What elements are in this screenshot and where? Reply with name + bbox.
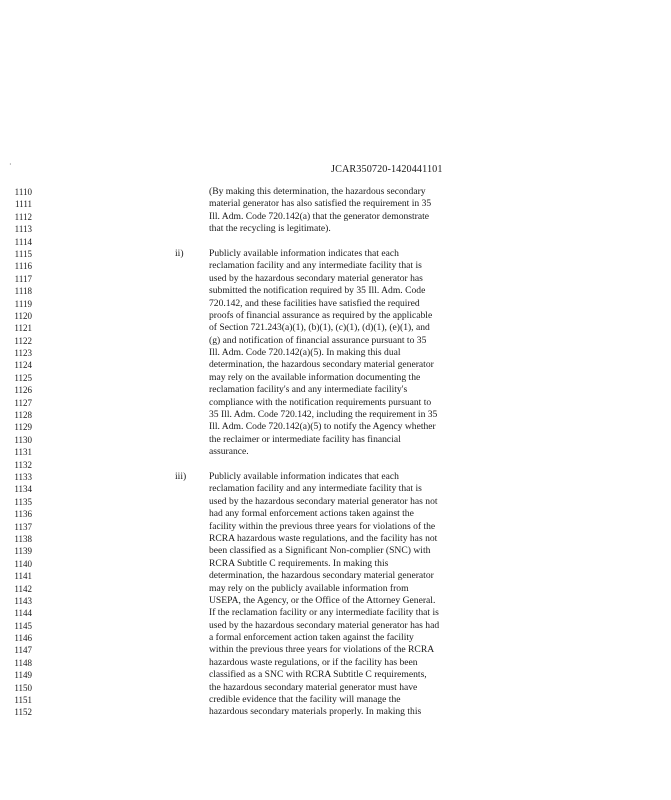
text-line bbox=[0, 694, 671, 706]
line-number: 1141 bbox=[14, 571, 32, 582]
document-header-code: JCAR350720-1420441101 bbox=[331, 164, 443, 175]
text-line bbox=[0, 669, 671, 681]
line-number: 1143 bbox=[14, 595, 32, 606]
line-text: facility within the previous three years for violations of the bbox=[209, 520, 436, 532]
line-text: of Section 721.243(a)(1), (b)(1), (c)(1), (d)(1), (e)(1), and bbox=[209, 322, 430, 334]
line-text: determination, the hazardous secondary material generator bbox=[209, 570, 434, 582]
line-text: may rely on the available information documenting the bbox=[209, 371, 421, 383]
line-number: 1126 bbox=[14, 385, 32, 396]
text-line bbox=[0, 644, 671, 656]
text-line bbox=[0, 471, 671, 483]
line-number: 1148 bbox=[14, 657, 32, 668]
text-line bbox=[0, 570, 671, 582]
text-line bbox=[0, 322, 671, 334]
text-line bbox=[0, 186, 671, 198]
line-number: 1150 bbox=[14, 682, 32, 693]
text-line bbox=[0, 545, 671, 557]
line-text: Publicly available information indicates that each bbox=[209, 470, 399, 482]
line-text: a formal enforcement action taken against the facility bbox=[209, 632, 414, 644]
numbered-text-body bbox=[0, 186, 671, 719]
line-text: assurance. bbox=[209, 446, 249, 458]
line-number: 1123 bbox=[14, 348, 32, 359]
line-text: the reclaimer or intermediate facility has financial bbox=[209, 433, 401, 445]
text-line bbox=[0, 620, 671, 632]
line-text: used by the hazardous secondary material generator has not bbox=[209, 495, 438, 507]
line-text: (g) and notification of financial assurance pursuant to 35 bbox=[209, 334, 427, 346]
line-number: 1112 bbox=[14, 211, 32, 222]
line-number: 1144 bbox=[14, 608, 32, 619]
line-number: 1140 bbox=[14, 558, 32, 569]
line-number: 1119 bbox=[14, 298, 32, 309]
line-text: that the recycling is legitimate). bbox=[209, 223, 331, 235]
text-line bbox=[0, 397, 671, 409]
text-line bbox=[0, 248, 671, 260]
text-line bbox=[0, 285, 671, 297]
line-number: 1132 bbox=[14, 459, 32, 470]
line-text: proofs of financial assurance as required by the applicable bbox=[209, 309, 433, 321]
line-number: 1116 bbox=[14, 261, 32, 272]
text-line bbox=[0, 533, 671, 545]
line-text: hazardous waste regulations, or if the facility has been bbox=[209, 656, 418, 668]
line-text: used by the hazardous secondary material generator has bbox=[209, 272, 423, 284]
line-text: had any formal enforcement actions taken against the bbox=[209, 508, 414, 520]
line-number: 1146 bbox=[14, 633, 32, 644]
line-number: 1138 bbox=[14, 533, 32, 544]
line-number: 1122 bbox=[14, 335, 32, 346]
line-text: reclamation facility and any intermediate facility that is bbox=[209, 260, 422, 272]
text-line bbox=[0, 595, 671, 607]
list-marker: ii) bbox=[175, 247, 184, 259]
text-line bbox=[0, 657, 671, 669]
line-text: credible evidence that the facility will manage the bbox=[209, 694, 401, 706]
line-text: may rely on the publicly available information from bbox=[209, 582, 409, 594]
text-line bbox=[0, 508, 671, 520]
line-text: within the previous three years for violations of the RCRA bbox=[209, 644, 435, 656]
line-number: 1128 bbox=[14, 410, 32, 421]
line-text: 720.142, and these facilities have satisfied the required bbox=[209, 297, 420, 309]
line-number: 1134 bbox=[14, 484, 32, 495]
line-number: 1135 bbox=[14, 496, 32, 507]
stray-mark: · bbox=[9, 160, 12, 169]
line-text: Ill. Adm. Code 720.142(a)(5). In making this dual bbox=[209, 347, 401, 359]
text-line bbox=[0, 335, 671, 347]
line-number: 1124 bbox=[14, 360, 32, 371]
text-line bbox=[0, 682, 671, 694]
line-number: 1129 bbox=[14, 422, 32, 433]
line-number: 1142 bbox=[14, 583, 32, 594]
line-number: 1131 bbox=[14, 447, 32, 458]
text-line bbox=[0, 446, 671, 458]
line-number: 1118 bbox=[14, 286, 32, 297]
line-text: RCRA Subtitle C requirements. In making this bbox=[209, 557, 389, 569]
text-line bbox=[0, 260, 671, 272]
text-line bbox=[0, 211, 671, 223]
line-text: used by the hazardous secondary material generator has had bbox=[209, 619, 440, 631]
line-number: 1127 bbox=[14, 397, 32, 408]
line-text: reclamation facility and any intermediate facility that is bbox=[209, 483, 422, 495]
line-text: classified as a SNC with RCRA Subtitle C requirements, bbox=[209, 669, 427, 681]
line-number: 1147 bbox=[14, 645, 32, 656]
line-number: 1145 bbox=[14, 620, 32, 631]
text-line bbox=[0, 223, 671, 235]
text-line bbox=[0, 310, 671, 322]
line-number: 1113 bbox=[14, 224, 32, 235]
line-text: reclamation facility's and any intermediate facility's bbox=[209, 384, 408, 396]
line-text: been classified as a Significant Non-complier (SNC) with bbox=[209, 545, 431, 557]
text-line bbox=[0, 198, 671, 210]
text-line bbox=[0, 409, 671, 421]
line-text: material generator has also satisfied the requirement in 35 bbox=[209, 198, 432, 210]
text-line bbox=[0, 632, 671, 644]
line-number: 1136 bbox=[14, 509, 32, 520]
text-line bbox=[0, 372, 671, 384]
text-line bbox=[0, 421, 671, 433]
line-number: 1151 bbox=[14, 695, 32, 706]
text-line bbox=[0, 359, 671, 371]
line-number: 1125 bbox=[14, 372, 32, 383]
line-text: If the reclamation facility or any intermediate facility that is bbox=[209, 607, 439, 619]
text-line bbox=[0, 434, 671, 446]
line-text: compliance with the notification requirements pursuant to bbox=[209, 396, 432, 408]
line-number: 1117 bbox=[14, 273, 32, 284]
line-number: 1133 bbox=[14, 471, 32, 482]
text-line bbox=[0, 236, 671, 248]
line-text: Ill. Adm. Code 720.142(a) that the generator demonstrate bbox=[209, 210, 430, 222]
line-number: 1149 bbox=[14, 670, 32, 681]
line-text: 35 Ill. Adm. Code 720.142, including the requirement in 35 bbox=[209, 409, 438, 421]
line-number: 1121 bbox=[14, 323, 32, 334]
line-text: the hazardous secondary material generator must have bbox=[209, 681, 418, 693]
text-line bbox=[0, 706, 671, 718]
line-text: RCRA hazardous waste regulations, and the facility has not bbox=[209, 532, 438, 544]
text-line bbox=[0, 558, 671, 570]
line-number: 1110 bbox=[14, 187, 32, 197]
line-number: 1137 bbox=[14, 521, 32, 532]
line-text: submitted the notification required by 35 Ill. Adm. Code bbox=[209, 285, 426, 297]
line-text: Ill. Adm. Code 720.142(a)(5) to notify the Agency whether bbox=[209, 421, 436, 433]
text-line bbox=[0, 583, 671, 595]
text-line bbox=[0, 347, 671, 359]
list-marker: iii) bbox=[175, 470, 187, 482]
text-line bbox=[0, 521, 671, 533]
line-number: 1111 bbox=[15, 199, 32, 210]
text-line bbox=[0, 298, 671, 310]
line-number: 1120 bbox=[14, 310, 32, 321]
text-line bbox=[0, 496, 671, 508]
line-number: 1152 bbox=[14, 707, 32, 718]
line-number: 1115 bbox=[14, 248, 32, 259]
line-number: 1130 bbox=[14, 434, 32, 445]
line-text: hazardous secondary materials properly. In making this bbox=[209, 706, 422, 718]
text-line bbox=[0, 607, 671, 619]
text-line bbox=[0, 273, 671, 285]
line-text: (By making this determination, the hazardous secondary bbox=[209, 186, 426, 197]
line-text: determination, the hazardous secondary material generator bbox=[209, 359, 434, 371]
text-line bbox=[0, 483, 671, 495]
line-number: 1114 bbox=[14, 236, 32, 247]
line-number: 1139 bbox=[14, 546, 32, 557]
text-line bbox=[0, 459, 671, 471]
text-line bbox=[0, 384, 671, 396]
line-text: Publicly available information indicates that each bbox=[209, 247, 399, 259]
line-text: USEPA, the Agency, or the Office of the Attorney General. bbox=[209, 594, 436, 606]
